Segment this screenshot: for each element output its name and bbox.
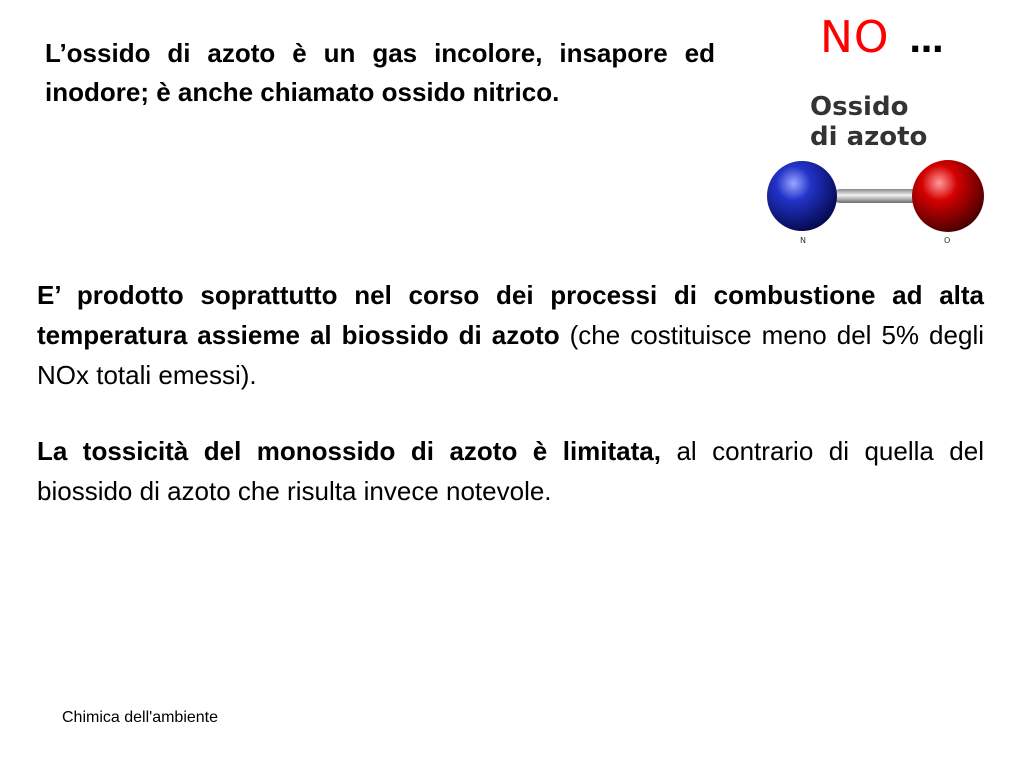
footer: Chimica dell'ambiente xyxy=(62,709,219,726)
atom-label-n: N xyxy=(800,236,806,245)
paragraph-toxicity xyxy=(37,431,984,511)
paragraph-production-bold: E’ prodotto soprattutto nel corso dei processi di combustione ad alta temperatura assieme al biossido di azoto xyxy=(37,280,984,350)
paragraph-production-normal: (che costituisce meno del 5% degli NOx totali emessi). xyxy=(37,320,984,390)
image-label-line2: di azoto xyxy=(810,122,928,152)
no-molecule-image xyxy=(760,85,992,250)
paragraph-production xyxy=(37,275,984,395)
paragraph-toxicity-normal: al contrario di quella del biossido di azoto che risulta invece notevole. xyxy=(37,436,984,506)
atom-label-o: O xyxy=(944,236,951,245)
nitrogen-atom xyxy=(767,161,837,231)
paragraph-toxicity-bold: La tossicità del monossido di azoto è limitata, xyxy=(37,436,661,466)
body-text xyxy=(37,275,984,511)
title-formula: NO xyxy=(820,12,890,63)
image-label-line1: Ossido xyxy=(810,92,909,122)
oxygen-atom xyxy=(912,160,984,232)
intro-text: L’ossido di azoto è un gas incolore, insapore ed inodore; è anche chiamato ossido nitrico. xyxy=(45,38,715,107)
title-ellipsis: … xyxy=(909,21,944,61)
slide-title xyxy=(820,12,944,63)
